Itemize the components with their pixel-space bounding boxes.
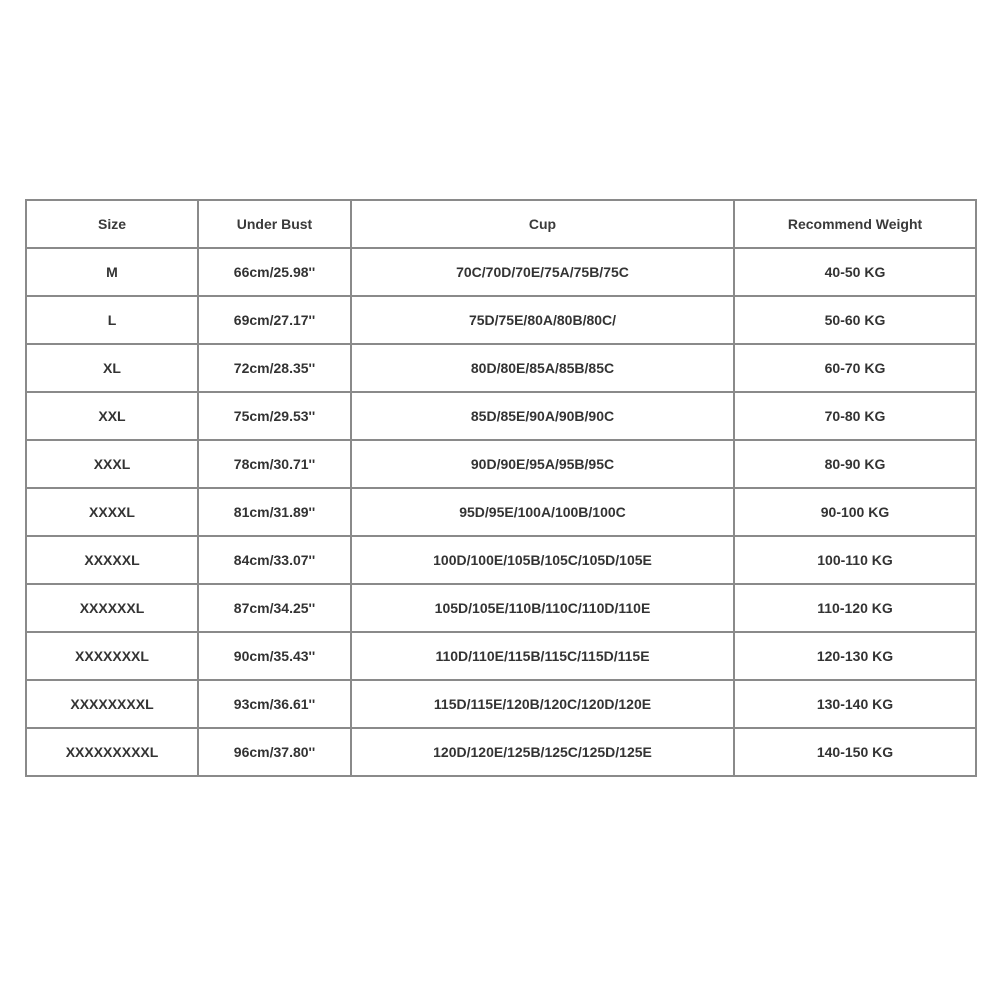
under-bust-cell: 84cm/33.07'' [198,536,351,584]
size-chart-header [26,200,976,248]
size-cell: XXXL [26,440,198,488]
table-row [26,680,976,728]
under-bust-cell: 69cm/27.17'' [198,296,351,344]
size-cell: XXL [26,392,198,440]
under-bust-cell: 66cm/25.98'' [198,248,351,296]
size-cell: XL [26,344,198,392]
table-row [26,584,976,632]
under-bust-cell: 78cm/30.71'' [198,440,351,488]
under-bust-cell: 96cm/37.80'' [198,728,351,776]
size-chart-body [26,248,976,776]
under-bust-cell: 81cm/31.89'' [198,488,351,536]
under-bust-cell: 87cm/34.25'' [198,584,351,632]
cup-cell: 120D/120E/125B/125C/125D/125E [351,728,734,776]
recommend-weight-cell: 110-120 KG [734,584,976,632]
header-size: Size [26,200,198,248]
table-row [26,536,976,584]
header-row [26,200,976,248]
cup-cell: 110D/110E/115B/115C/115D/115E [351,632,734,680]
under-bust-cell: 93cm/36.61'' [198,680,351,728]
under-bust-cell: 90cm/35.43'' [198,632,351,680]
under-bust-cell: 72cm/28.35'' [198,344,351,392]
table-row [26,248,976,296]
size-cell: XXXXL [26,488,198,536]
table-row [26,344,976,392]
size-cell: XXXXXXXL [26,632,198,680]
size-chart-table [25,199,977,777]
cup-cell: 100D/100E/105B/105C/105D/105E [351,536,734,584]
size-cell: XXXXXXXXXL [26,728,198,776]
table-row [26,632,976,680]
header-cup: Cup [351,200,734,248]
size-cell: XXXXXL [26,536,198,584]
cup-cell: 75D/75E/80A/80B/80C/ [351,296,734,344]
header-recommend-weight: Recommend Weight [734,200,976,248]
cup-cell: 90D/90E/95A/95B/95C [351,440,734,488]
cup-cell: 80D/80E/85A/85B/85C [351,344,734,392]
under-bust-cell: 75cm/29.53'' [198,392,351,440]
size-cell: M [26,248,198,296]
cup-cell: 95D/95E/100A/100B/100C [351,488,734,536]
recommend-weight-cell: 140-150 KG [734,728,976,776]
cup-cell: 85D/85E/90A/90B/90C [351,392,734,440]
cup-cell: 105D/105E/110B/110C/110D/110E [351,584,734,632]
size-cell: XXXXXXXXL [26,680,198,728]
recommend-weight-cell: 120-130 KG [734,632,976,680]
size-cell: L [26,296,198,344]
recommend-weight-cell: 90-100 KG [734,488,976,536]
table-row [26,488,976,536]
recommend-weight-cell: 100-110 KG [734,536,976,584]
table-row [26,296,976,344]
recommend-weight-cell: 40-50 KG [734,248,976,296]
cup-cell: 115D/115E/120B/120C/120D/120E [351,680,734,728]
recommend-weight-cell: 50-60 KG [734,296,976,344]
recommend-weight-cell: 70-80 KG [734,392,976,440]
size-cell: XXXXXXL [26,584,198,632]
table-row [26,728,976,776]
recommend-weight-cell: 80-90 KG [734,440,976,488]
cup-cell: 70C/70D/70E/75A/75B/75C [351,248,734,296]
recommend-weight-cell: 130-140 KG [734,680,976,728]
table-row [26,440,976,488]
table-row [26,392,976,440]
recommend-weight-cell: 60-70 KG [734,344,976,392]
header-under-bust: Under Bust [198,200,351,248]
